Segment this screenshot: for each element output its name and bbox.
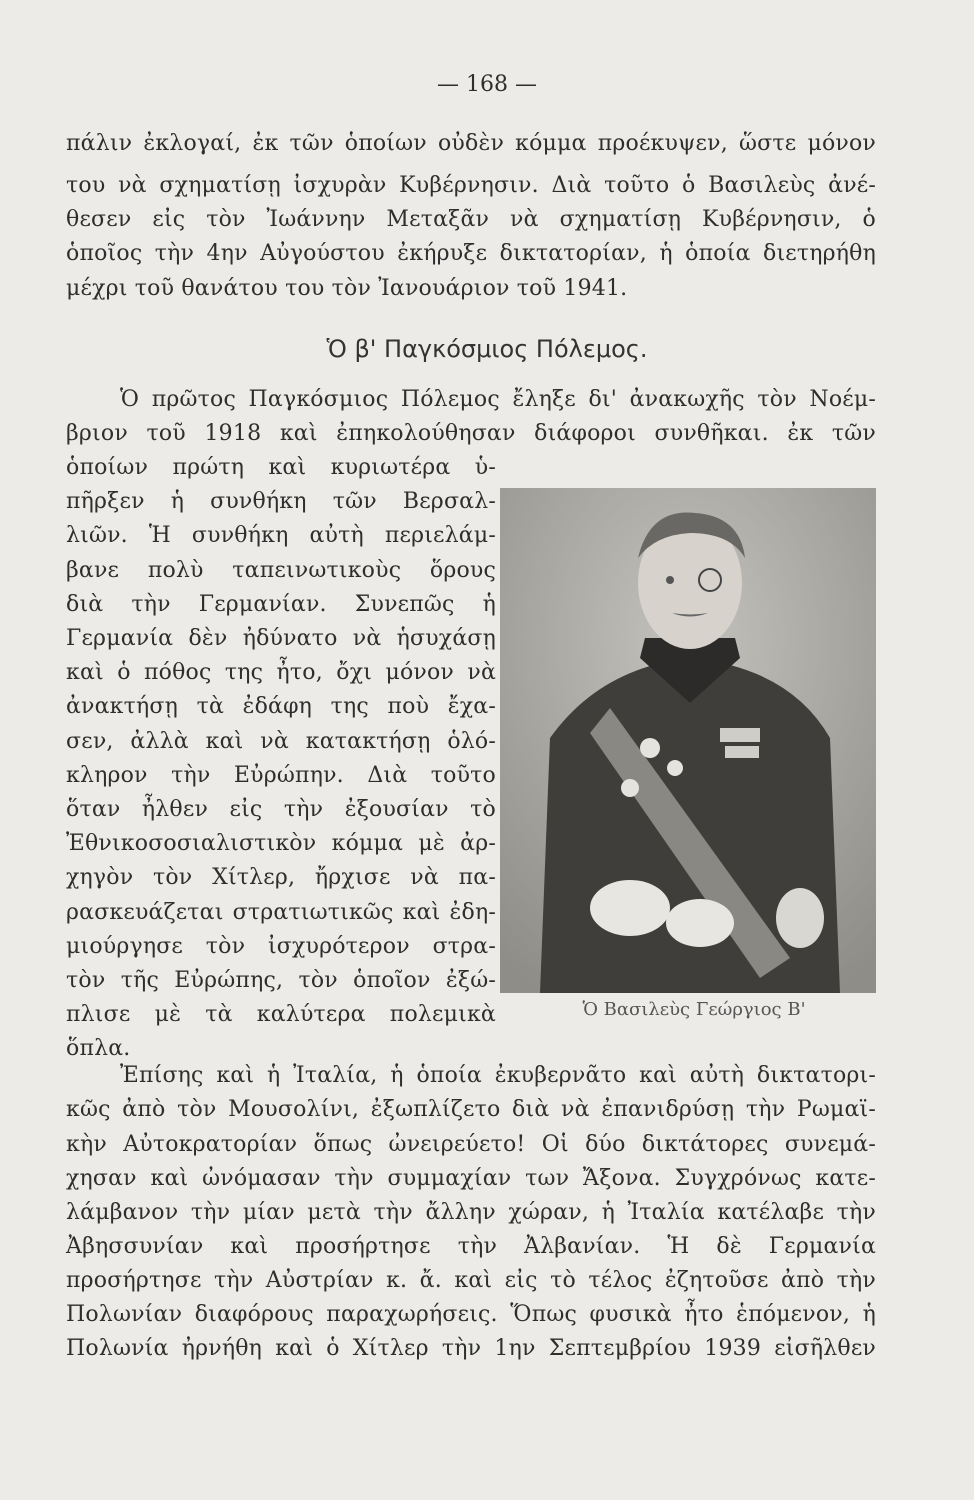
column-text-line: ὅταν ἦλθεν εἰς τὴν ἐξουσίαν τὸ <box>66 797 496 822</box>
text-line: χησαν καὶ ὠνόμασαν τὴν συμμαχίαν των Ἄξονα. Συγχρόνως κατε- <box>66 1166 876 1191</box>
column-text-line: διὰ τὴν Γερμανίαν. Συνεπῶς ἡ <box>66 592 496 617</box>
text-line: Πολωνίαν διαφόρους παραχωρήσεις. Ὅπως φυσικὰ ἦτο ἑπόμενον, ἡ <box>66 1302 876 1327</box>
column-text-line: κληρον τὴν Εὐρώπην. Διὰ τοῦτο <box>66 763 496 788</box>
text-line: μέχρι τοῦ θανάτου του τὸν Ἰανουάριον τοῦ 1941. <box>66 276 628 301</box>
text-line: θεσεν εἰς τὸν Ἰωάννην Μεταξᾶν νὰ σχηματίσῃ Κυβέρνησιν, ὁ <box>66 207 876 232</box>
column-text-line: λιῶν. Ἡ συνθήκη αὐτὴ περιελάμ- <box>66 523 496 548</box>
text-line: κὴν Αὐτοκρατορίαν ὅπως ὠνειρεύετο! Οἱ δύο δικτάτορες συνεμά- <box>66 1132 876 1157</box>
text-line: βριον τοῦ 1918 καὶ ἐπηκολούθησαν διάφοροι συνθῆκαι. ἐκ τῶν <box>66 421 876 446</box>
column-text-line: ὁποίων πρώτη καὶ κυριωτέρα ὑ- <box>66 455 496 480</box>
column-text-line: καὶ ὁ πόθος της ἦτο, ὄχι μόνον νὰ <box>66 660 496 685</box>
text-line: πάλιν ἐκλογαί, ἐκ τῶν ὁποίων οὐδὲν κόμμα προέκυψεν, ὥστε μόνον <box>66 131 876 156</box>
portrait-illustration <box>500 488 876 993</box>
column-text-line: χηγὸν τὸν Χίτλερ, ἤρχισε νὰ πα- <box>66 865 496 890</box>
photo-caption: Ὁ Βασιλεὺς Γεώργιος Β' <box>582 999 806 1020</box>
text-line: Ὁ πρῶτος Παγκόσμιος Πόλεμος ἔληξε δι' ἀνακωχῆς τὸν Νοέμ- <box>120 387 876 412</box>
king-portrait-photo <box>500 488 876 993</box>
column-text-line: ἀνακτήσῃ τὰ ἐδάφη της ποὺ ἔχα- <box>66 694 496 719</box>
column-text-line: μιούργησε τὸν ἰσχυρότερον στρα- <box>66 934 496 959</box>
column-text-line: ρασκευάζεται στρατιωτικῶς καὶ ἐδη- <box>66 900 496 925</box>
column-text-line: Γερμανία δὲν ἠδύνατο νὰ ἡσυχάσῃ <box>66 626 496 651</box>
column-text-line: τὸν τῆς Εὐρώπης, τὸν ὁποῖον ἐξώ- <box>66 968 496 993</box>
text-line: κῶς ἀπὸ τὸν Μουσολίνι, ἐξωπλίζετο διὰ νὰ ἐπανιδρύσῃ τὴν Ρωμαϊ- <box>66 1097 876 1122</box>
column-text-line: σεν, ἀλλὰ καὶ νὰ κατακτήσῃ ὁλό- <box>66 729 496 754</box>
column-text-line: βανε πολὺ ταπεινωτικοὺς ὅρους <box>66 558 496 583</box>
column-text-line: πλισε μὲ τὰ καλύτερα πολεμικὰ <box>66 1002 496 1027</box>
text-line: λάμβανον τὴν μίαν μετὰ τὴν ἄλλην χώραν, ἡ Ἰταλία κατέλαβε τὴν <box>66 1200 876 1225</box>
column-text-line: ὅπλα. <box>66 1036 131 1061</box>
column-text-line: πῆρξεν ἡ συνθήκη τῶν Βερσαλ- <box>66 489 496 514</box>
page-number: — 168 — <box>437 72 537 97</box>
text-line: του νὰ σχηματίσῃ ἰσχυρὰν Κυβέρνησιν. Διὰ τοῦτο ὁ Βασιλεὺς ἀνέ- <box>66 173 876 198</box>
section-heading: Ὁ β' Παγκόσμιος Πόλεμος. <box>326 335 648 363</box>
text-line: Πολωνία ἠρνήθη καὶ ὁ Χίτλερ τὴν 1ην Σεπτεμβρίου 1939 εἰσῆλθεν <box>66 1336 876 1361</box>
text-line: προσήρτησε τὴν Αὐστρίαν κ. ἄ. καὶ εἰς τὸ τέλος ἐζητοῦσε ἀπὸ τὴν <box>66 1268 876 1293</box>
text-line: ὁποῖος τὴν 4ην Αὐγούστου ἐκήρυξε δικτατορίαν, ἡ ὁποία διετηρήθη <box>66 241 876 266</box>
column-text-line: Ἐθνικοσοσιαλιστικὸν κόμμα μὲ ἀρ- <box>66 831 496 856</box>
text-line: Ἐπίσης καὶ ἡ Ἰταλία, ἡ ὁποία ἐκυβερνᾶτο καὶ αὐτὴ δικτατορι- <box>120 1063 876 1088</box>
text-line: Ἀβησσυνίαν καὶ προσήρτησε τὴν Ἀλβανίαν. Ἡ δὲ Γερμανία <box>66 1234 876 1259</box>
